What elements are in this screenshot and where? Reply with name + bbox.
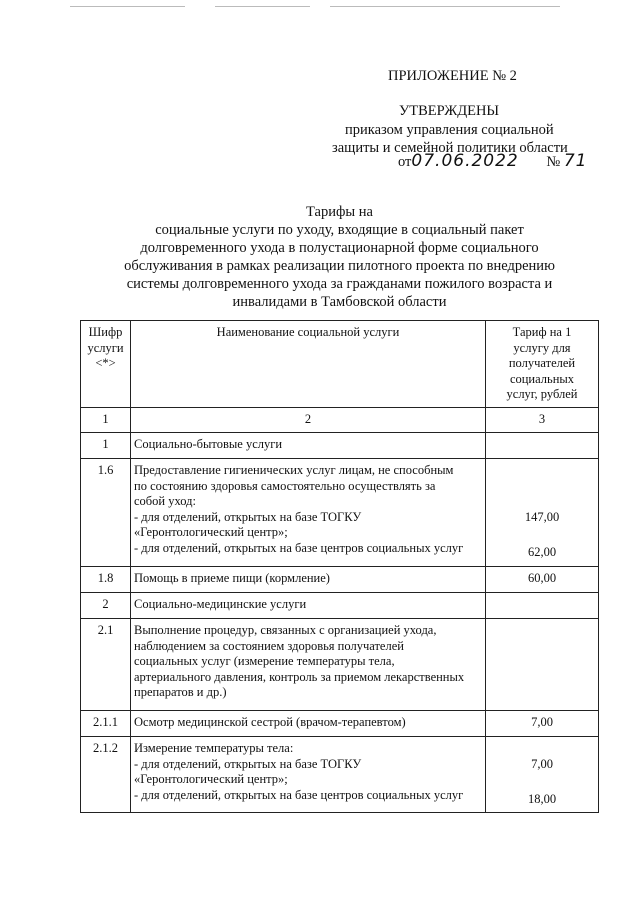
- table-row: [81, 711, 599, 737]
- order-line-2: защиты и семейной политики области: [332, 140, 568, 156]
- row-tariff: 60,00: [486, 567, 599, 593]
- row-code: 1: [81, 433, 131, 459]
- table-row: [81, 593, 599, 619]
- row-code: 2.1: [81, 619, 131, 711]
- row-code: 1.6: [81, 459, 131, 567]
- row-name: Социально-медицинские услуги: [131, 593, 486, 619]
- scan-artifact-line: [330, 6, 560, 7]
- row-code: 1.8: [81, 567, 131, 593]
- document-title: [80, 203, 599, 311]
- row-code: 2.1.1: [81, 711, 131, 737]
- title-line: долговременного ухода в полустационарной форме социального: [140, 240, 539, 256]
- scan-artifact-line: [215, 6, 310, 7]
- approved-label: УТВЕРЖДЕНЫ: [399, 103, 500, 119]
- table-row: [81, 567, 599, 593]
- title-line: обслуживания в рамках реализации пилотного проекта по внедрению: [124, 258, 555, 274]
- header-code: Шифр услуги <*>: [81, 321, 131, 408]
- table-row: [81, 619, 599, 711]
- row-name: Предоставление гигиенических услуг лицам, не способным по состоянию здоровья самостоятельно осуществлять за собой уход: - для отделений, открытых на базе ТОГКУ «Геронтологический центр»; - для отделений, открытых на базе центров социальных услуг: [131, 459, 486, 567]
- title-line: социальные услуги по уходу, входящие в социальный пакет: [155, 222, 524, 238]
- title-line: Тарифы на: [306, 204, 373, 220]
- handwritten-number: 71: [563, 151, 588, 171]
- numbering-row: 1 2 3: [81, 408, 599, 433]
- date-prefix: от: [398, 154, 412, 170]
- table-row: [81, 433, 599, 459]
- appendix-label: ПРИЛОЖЕНИЕ № 2: [388, 68, 517, 84]
- header-tariff: Тариф на 1 услугу для получателей социальных услуг, рублей: [486, 321, 599, 408]
- row-name: Социально-бытовые услуги: [131, 433, 486, 459]
- table-row: [81, 737, 599, 813]
- table-row: [81, 459, 599, 567]
- handwritten-date: 07.06.2022: [411, 151, 519, 171]
- tariff-table: [80, 320, 599, 813]
- header-name: Наименование социальной услуги: [131, 321, 486, 408]
- title-line: инвалидами в Тамбовской области: [232, 294, 447, 310]
- row-name: Выполнение процедур, связанных с организацией ухода, наблюдением за состоянием здоровья получателей социальных услуг (измерение температуры тела, артериального давления, контроль за приемом лекарственных препаратов и др.): [131, 619, 486, 711]
- table-header-row: [81, 321, 599, 408]
- scan-artifact-line: [70, 6, 185, 7]
- row-name: Осмотр медицинской сестрой (врачом-терапевтом): [131, 711, 486, 737]
- row-name: Измерение температуры тела: - для отделений, открытых на базе ТОГКУ «Геронтологический центр»; - для отделений, открытых на базе центров социальных услуг: [131, 737, 486, 813]
- row-tariff: 7,00: [486, 711, 599, 737]
- row-name: Помощь в приеме пищи (кормление): [131, 567, 486, 593]
- row-code: 2.1.2: [81, 737, 131, 813]
- row-tariff: 147,00 62,00: [486, 459, 599, 567]
- number-prefix: №: [546, 154, 561, 170]
- title-line: системы долговременного ухода за гражданами пожилого возраста и: [126, 276, 553, 292]
- row-tariff: [486, 619, 599, 711]
- row-tariff: 7,00 18,00: [486, 737, 599, 813]
- row-tariff: [486, 593, 599, 619]
- order-date-line: [398, 152, 587, 171]
- row-tariff: [486, 433, 599, 459]
- row-code: 2: [81, 593, 131, 619]
- order-line-1: приказом управления социальной: [345, 122, 554, 138]
